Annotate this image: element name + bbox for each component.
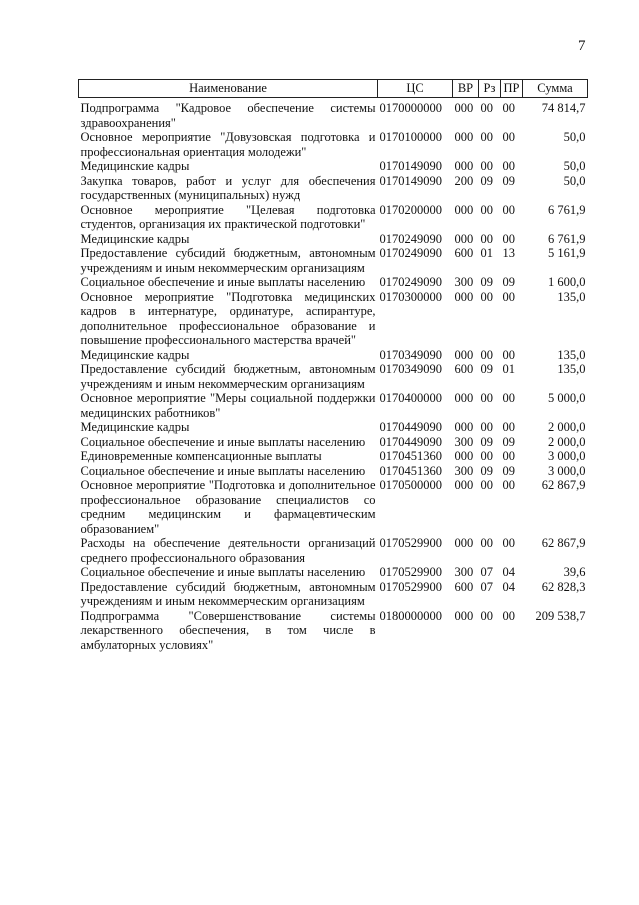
table-row: [79, 275, 588, 290]
row-pr: 00: [502, 420, 515, 434]
row-pr: 00: [502, 391, 515, 405]
row-cs: 0170529900: [379, 579, 442, 594]
header-vr: ВР: [453, 80, 479, 98]
row-cs: 0170451360: [379, 463, 442, 478]
row-rz: 07: [480, 579, 493, 594]
row-rz: 00: [480, 231, 493, 246]
table-row: [79, 130, 588, 159]
row-cs: 0170500000: [379, 478, 442, 492]
row-sum: 50,0: [563, 173, 586, 188]
table-row: [79, 536, 588, 565]
table-row: [79, 464, 588, 479]
table-row: [79, 609, 588, 653]
row-name: Основное мероприятие "Меры социальной поддержки медицинских работников": [80, 391, 376, 420]
row-name: Предоставление субсидий бюджетным, автономным учреждениям и иным некоммерческим организациям: [80, 362, 376, 391]
row-sum: 2 000,0: [548, 434, 586, 449]
row-vr: 300: [454, 463, 474, 478]
table-row: [79, 435, 588, 450]
row-pr: 00: [502, 101, 515, 115]
row-name: Основное мероприятие "Целевая подготовка студентов, организация их практической подготовки": [80, 202, 376, 231]
row-name: Социальное обеспечение и иные выплаты населению: [80, 565, 366, 579]
table-row: [79, 348, 588, 363]
table-row: [79, 580, 588, 609]
row-pr: 04: [502, 565, 515, 579]
row-vr: 600: [454, 246, 474, 260]
row-cs: 0170400000: [379, 391, 442, 405]
row-name: Медицинские кадры: [80, 347, 190, 362]
row-cs: 0170451360: [379, 449, 442, 463]
row-vr: 000: [454, 159, 474, 173]
row-pr: 09: [502, 434, 515, 449]
row-sum: 3 000,0: [548, 463, 586, 478]
row-cs: 0170149090: [379, 159, 442, 173]
row-cs: 0170529900: [379, 565, 442, 579]
row-vr: 000: [454, 130, 474, 144]
row-pr: 00: [502, 478, 515, 492]
row-name: Медицинские кадры: [80, 420, 190, 434]
table-row: [79, 159, 588, 174]
header-name: Наименование: [79, 80, 378, 98]
row-rz: 01: [480, 246, 493, 260]
row-vr: 300: [454, 275, 474, 289]
row-name: Основное мероприятие "Довузовская подготовка и профессиональная ориентация молодежи": [80, 130, 376, 159]
row-cs: 0170349090: [379, 347, 442, 362]
row-rz: 00: [480, 608, 493, 623]
row-sum: 135,0: [557, 362, 586, 376]
row-rz: 00: [480, 420, 493, 434]
row-vr: 000: [454, 202, 474, 217]
table-row: [79, 565, 588, 580]
row-name: Основное мероприятие "Подготовка и дополнительное профессиональное образование специалистов со средним медицинским и фармацевтическим образованием": [80, 478, 376, 536]
row-name: Расходы на обеспечение деятельности организаций среднего профессионального образования: [80, 536, 376, 565]
table-row: [79, 478, 588, 536]
header-rz: Рз: [479, 80, 501, 98]
row-sum: 62 867,9: [541, 536, 586, 550]
row-sum: 74 814,7: [541, 101, 586, 115]
row-vr: 000: [454, 347, 474, 362]
row-name: Закупка товаров, работ и услуг для обеспечения государственных (муниципальных) нужд: [80, 173, 376, 202]
row-vr: 000: [454, 478, 474, 492]
row-rz: 09: [480, 434, 493, 449]
table-row: [79, 101, 588, 130]
row-rz: 00: [480, 391, 493, 405]
row-pr: 13: [502, 246, 515, 260]
row-rz: 00: [480, 536, 493, 550]
budget-table: [78, 79, 588, 652]
row-cs: 0170449090: [379, 420, 442, 434]
row-sum: 50,0: [563, 130, 586, 144]
table-row: [79, 420, 588, 435]
row-pr: 00: [502, 608, 515, 623]
row-rz: 00: [480, 159, 493, 173]
row-name: Подпрограмма "Совершенствование системы лекарственного обеспечения, в том числе в амбулаторных условиях": [80, 608, 376, 652]
row-rz: 00: [480, 101, 493, 115]
table-header-row: [79, 80, 588, 98]
row-sum: 2 000,0: [548, 420, 586, 434]
row-sum: 1 600,0: [548, 275, 586, 289]
row-sum: 6 761,9: [548, 231, 586, 246]
row-pr: 04: [502, 579, 515, 594]
row-name: Предоставление субсидий бюджетным, автономным учреждениям и иным некоммерческим организациям: [80, 579, 376, 608]
row-sum: 5 000,0: [548, 391, 586, 405]
row-cs: 0170000000: [379, 101, 442, 115]
row-pr: 09: [502, 173, 515, 188]
row-cs: 0170249090: [379, 231, 442, 246]
row-rz: 09: [480, 275, 493, 289]
row-name: Социальное обеспечение и иные выплаты населению: [80, 434, 366, 449]
row-vr: 300: [454, 565, 474, 579]
table-row: [79, 232, 588, 247]
table-row: [79, 391, 588, 420]
row-vr: 000: [454, 231, 474, 246]
row-pr: 00: [502, 231, 515, 246]
row-vr: 000: [454, 391, 474, 405]
row-pr: 09: [502, 463, 515, 478]
row-cs: 0170449090: [379, 434, 442, 449]
row-sum: 5 161,9: [548, 246, 586, 260]
row-cs: 0170149090: [379, 173, 442, 188]
row-sum: 135,0: [557, 289, 586, 304]
row-rz: 00: [480, 289, 493, 304]
row-rz: 00: [480, 202, 493, 217]
row-rz: 00: [480, 449, 493, 463]
row-rz: 09: [480, 362, 493, 376]
table-row: [79, 174, 588, 203]
table-row: [79, 362, 588, 391]
table-row: [79, 246, 588, 275]
row-name: Единовременные компенсационные выплаты: [80, 449, 322, 463]
row-vr: 200: [454, 173, 474, 188]
row-name: Подпрограмма "Кадровое обеспечение системы здравоохранения": [80, 101, 376, 130]
row-name: Социальное обеспечение и иные выплаты населению: [80, 463, 366, 478]
row-sum: 39,6: [563, 565, 586, 579]
row-cs: 0170249090: [379, 246, 442, 260]
header-sum: Сумма: [523, 80, 588, 98]
row-rz: 07: [480, 565, 493, 579]
row-sum: 135,0: [557, 347, 586, 362]
row-vr: 000: [454, 420, 474, 434]
row-cs: 0170200000: [379, 202, 442, 217]
row-sum: 209 538,7: [535, 608, 586, 623]
row-cs: 0170100000: [379, 130, 442, 144]
row-vr: 300: [454, 434, 474, 449]
row-pr: 00: [502, 289, 515, 304]
row-name: Медицинские кадры: [80, 159, 190, 173]
row-rz: 00: [480, 478, 493, 492]
row-cs: 0170349090: [379, 362, 442, 376]
row-vr: 000: [454, 536, 474, 550]
row-name: Основное мероприятие "Подготовка медицинских кадров в интернатуре, ординатуре, аспирантуре, дополнительное профессиональное образование и повышение профессионального мастерства врачей": [80, 289, 376, 347]
table-row: [79, 449, 588, 464]
row-sum: 62 867,9: [541, 478, 586, 492]
row-cs: 0170249090: [379, 275, 442, 289]
row-name: Предоставление субсидий бюджетным, автономным учреждениям и иным некоммерческим организациям: [80, 246, 376, 275]
row-sum: 62 828,3: [541, 579, 586, 594]
header-cs: ЦС: [378, 80, 453, 98]
table-row: [79, 203, 588, 232]
row-vr: 000: [454, 449, 474, 463]
row-pr: 00: [502, 536, 515, 550]
row-vr: 600: [454, 579, 474, 594]
row-pr: 00: [502, 130, 515, 144]
row-sum: 6 761,9: [548, 202, 586, 217]
row-pr: 00: [502, 159, 515, 173]
row-pr: 00: [502, 202, 515, 217]
row-cs: 0170529900: [379, 536, 442, 550]
row-sum: 50,0: [563, 159, 586, 173]
row-sum: 3 000,0: [548, 449, 586, 463]
row-rz: 00: [480, 347, 493, 362]
row-vr: 000: [454, 289, 474, 304]
row-name: Медицинские кадры: [80, 231, 190, 246]
row-pr: 01: [502, 362, 515, 376]
page-number: 7: [578, 38, 586, 54]
row-vr: 000: [454, 608, 474, 623]
row-cs: 0170300000: [379, 289, 442, 304]
row-pr: 00: [502, 449, 515, 463]
row-vr: 600: [454, 362, 474, 376]
row-name: Социальное обеспечение и иные выплаты населению: [80, 275, 366, 289]
row-vr: 000: [454, 101, 474, 115]
row-rz: 00: [480, 130, 493, 144]
row-cs: 0180000000: [379, 608, 442, 623]
row-rz: 09: [480, 173, 493, 188]
header-pr: ПР: [501, 80, 523, 98]
row-rz: 09: [480, 463, 493, 478]
row-pr: 00: [502, 347, 515, 362]
row-pr: 09: [502, 275, 515, 289]
table-row: [79, 290, 588, 348]
